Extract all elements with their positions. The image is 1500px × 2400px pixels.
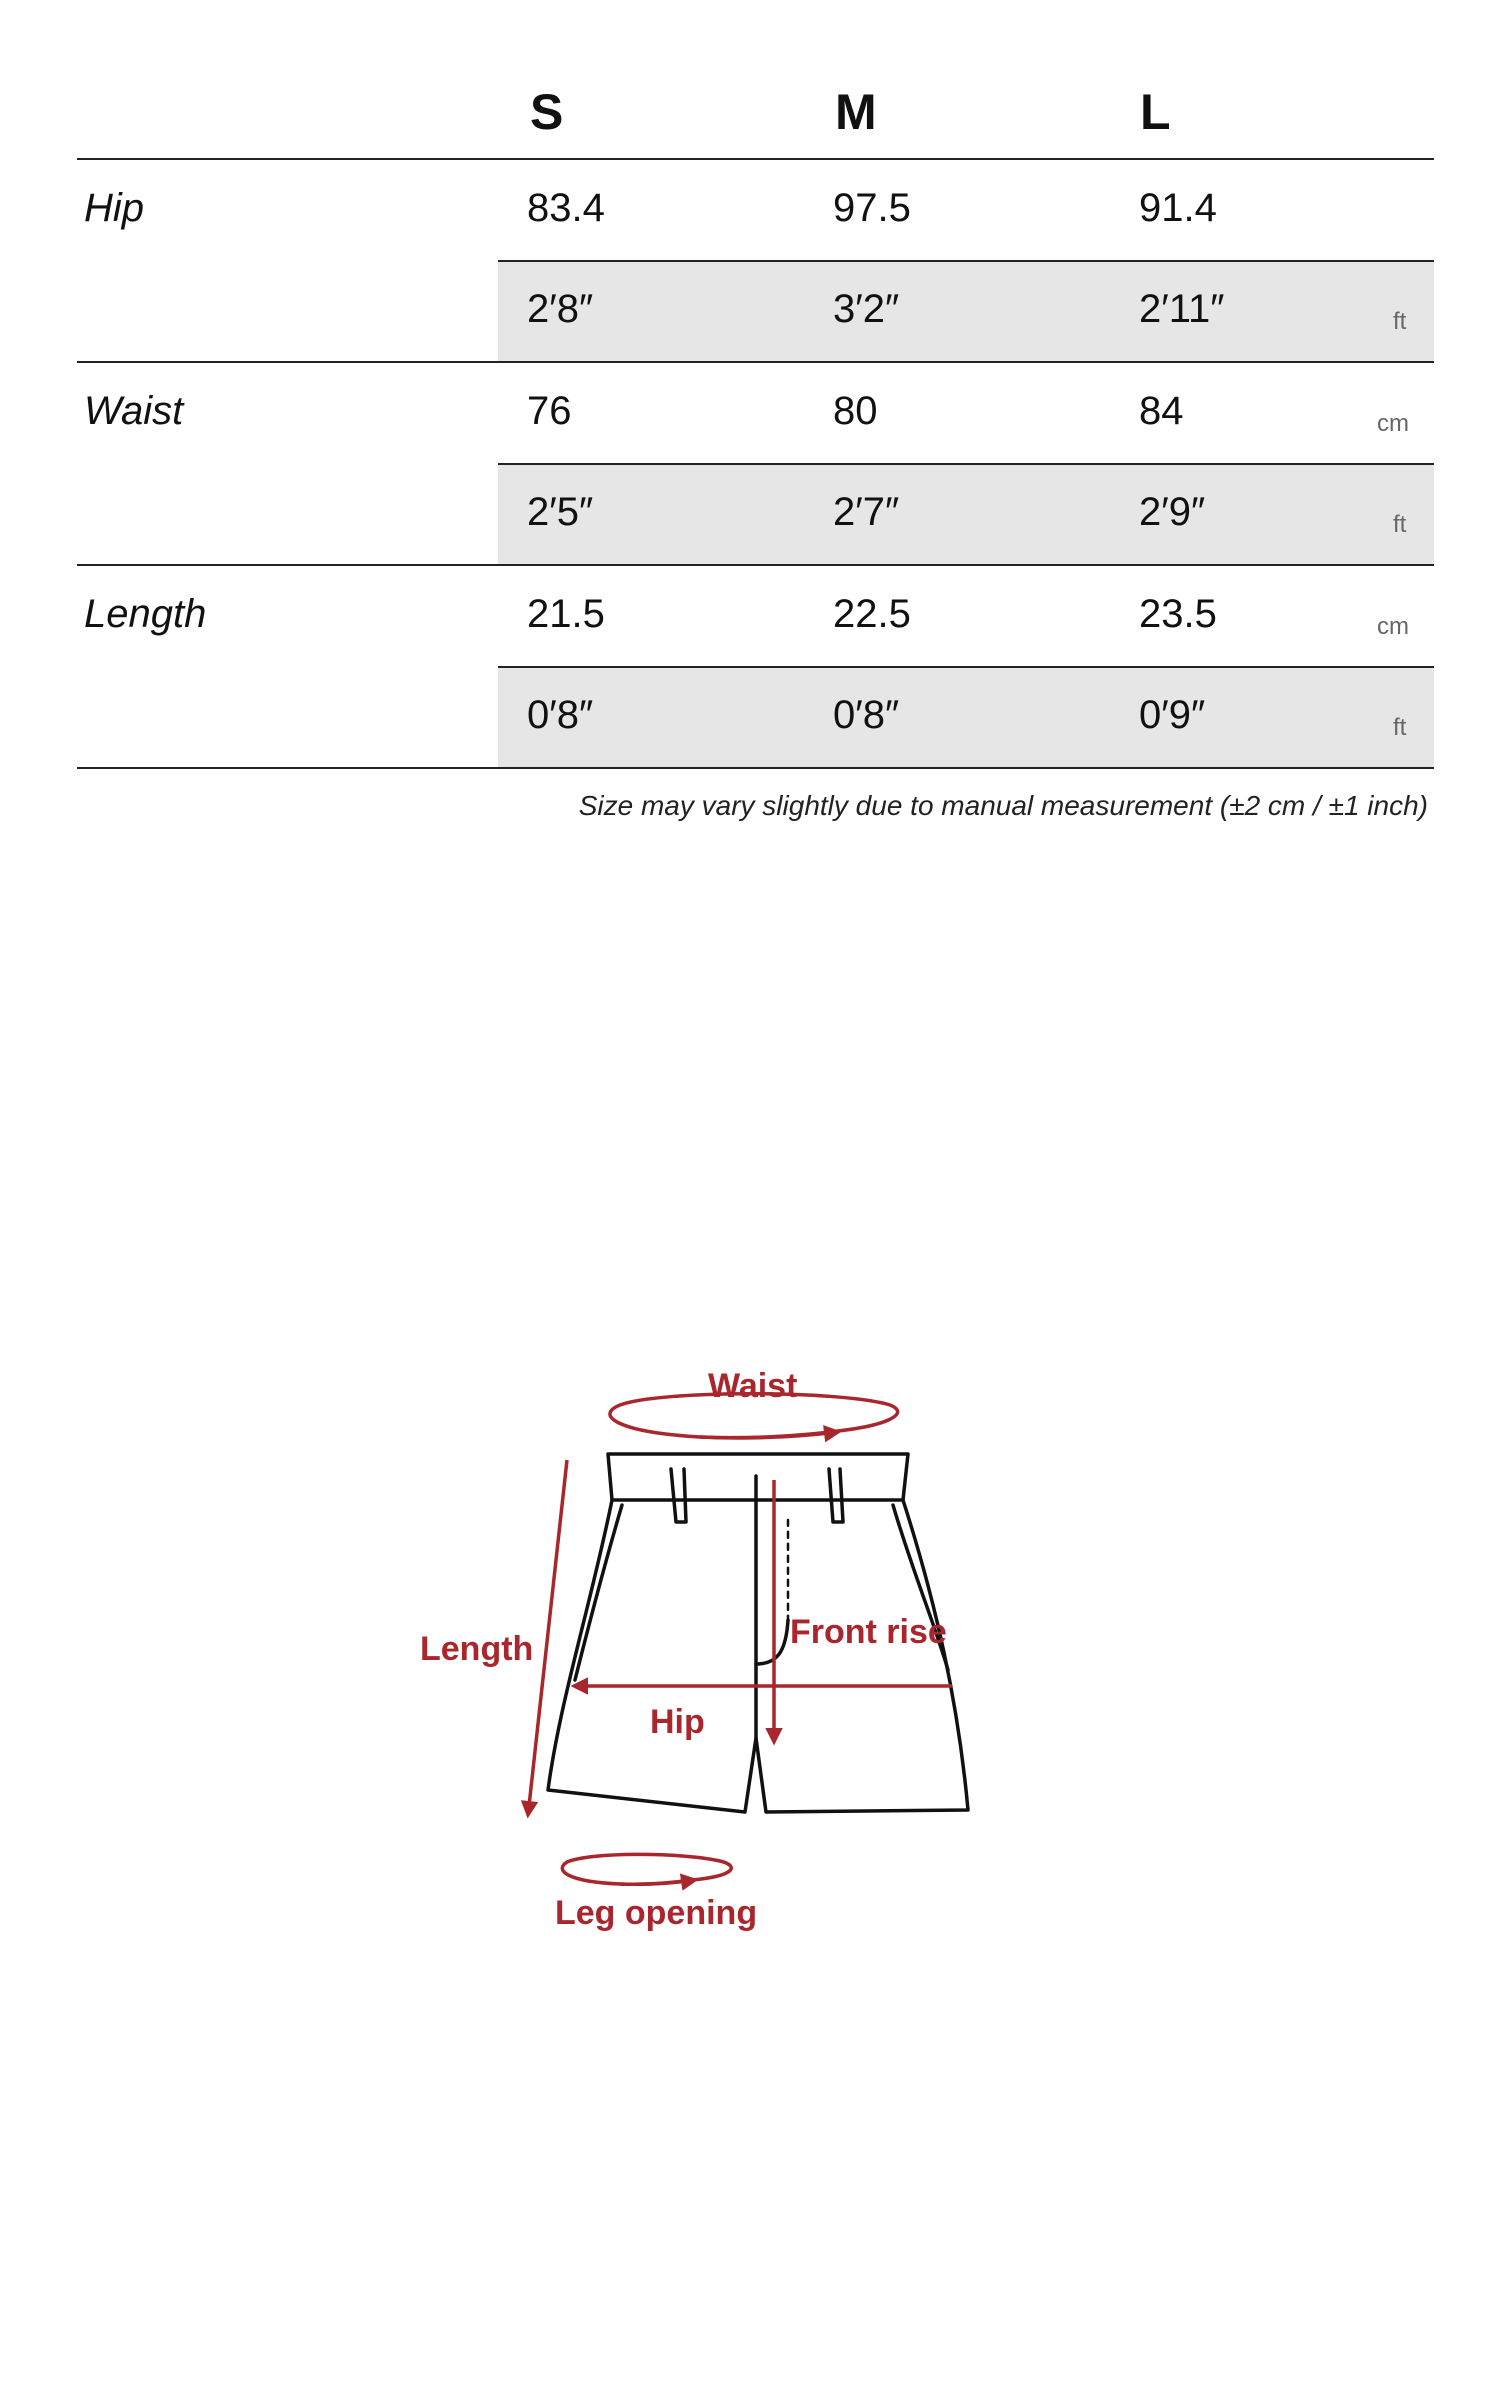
measurement-note: Size may vary slightly due to manual measurement (±2 cm / ±1 inch) bbox=[578, 790, 1428, 821]
waist-ft-s: 2′5″ bbox=[527, 490, 594, 534]
waist-cm-m: 80 bbox=[833, 389, 878, 433]
length-ft-unit: ft bbox=[1393, 714, 1407, 741]
size-header-l: L bbox=[1140, 84, 1171, 140]
waist-ft-m: 2′7″ bbox=[833, 490, 900, 534]
waist-cm-l: 84 bbox=[1139, 389, 1184, 433]
hip-cm-l: 91.4 bbox=[1139, 186, 1217, 230]
diagram-label-leg-opening: Leg opening bbox=[555, 1894, 758, 1932]
hip-cm-m: 97.5 bbox=[833, 186, 911, 230]
leg-opening-arrow-icon bbox=[562, 1854, 731, 1884]
row-label-length: Length bbox=[84, 592, 207, 636]
row-label-hip: Hip bbox=[84, 186, 145, 230]
size-header-m: M bbox=[835, 84, 877, 140]
length-arrow-icon bbox=[528, 1460, 567, 1815]
length-cm-unit: cm bbox=[1377, 613, 1409, 640]
length-cm-l: 23.5 bbox=[1139, 592, 1217, 636]
length-ft-m: 0′8″ bbox=[833, 693, 900, 737]
length-ft-s: 0′8″ bbox=[527, 693, 594, 737]
waist-cm-s: 76 bbox=[527, 389, 572, 433]
length-ft-l: 0′9″ bbox=[1139, 693, 1206, 737]
hip-ft-s: 2′8″ bbox=[527, 287, 594, 331]
hip-ft-m: 3′2″ bbox=[833, 287, 900, 331]
waist-cm-unit: cm bbox=[1377, 410, 1409, 437]
hip-ft-unit: ft bbox=[1393, 308, 1407, 335]
length-cm-s: 21.5 bbox=[527, 592, 605, 636]
diagram-label-length: Length bbox=[420, 1630, 534, 1668]
waist-ft-l: 2′9″ bbox=[1139, 490, 1206, 534]
size-header-s: S bbox=[530, 84, 564, 140]
diagram-label-waist: Waist bbox=[708, 1367, 798, 1405]
waist-ft-unit: ft bbox=[1393, 511, 1407, 538]
diagram-label-front-rise: Front rise bbox=[790, 1613, 947, 1651]
length-cm-m: 22.5 bbox=[833, 592, 911, 636]
hip-cm-s: 83.4 bbox=[527, 186, 605, 230]
hip-ft-l: 2′11″ bbox=[1139, 287, 1225, 331]
row-label-waist: Waist bbox=[84, 389, 184, 433]
diagram-label-hip: Hip bbox=[650, 1703, 705, 1741]
